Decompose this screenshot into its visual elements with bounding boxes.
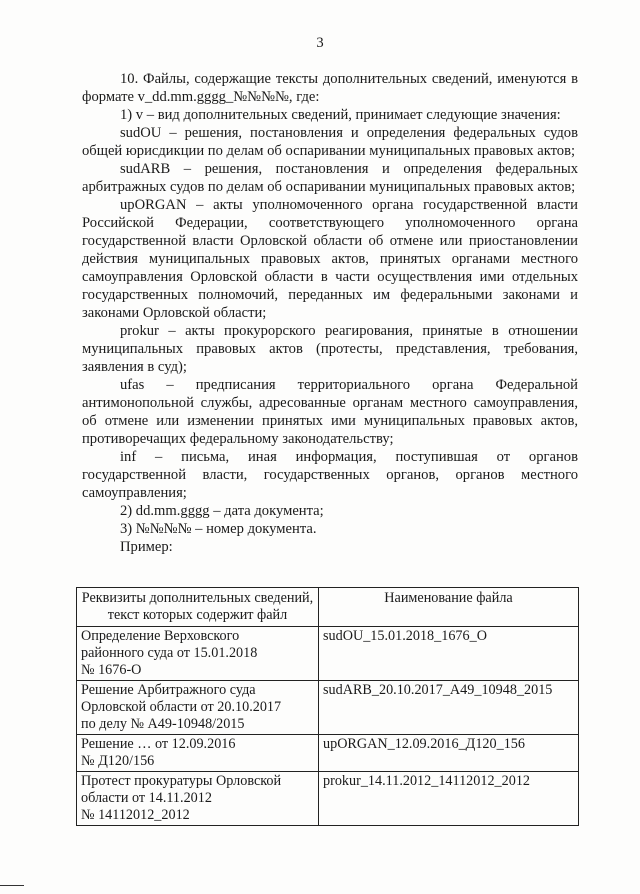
- paragraph-ufas: ufas – предписания территориального органа Федеральной антимонопольной службы, адресованные органам местного самоуправления, об отмене или изменении принятых ими муниципальных правовых актов, противоречащих федеральному законодательству;: [82, 377, 578, 447]
- paragraph-date: 2) dd.mm.gggg – дата документа;: [120, 503, 324, 519]
- table-row: [77, 627, 579, 681]
- paragraph-file-naming: 10. Файлы, содержащие тексты дополнительных сведений, именуются в формате v_dd.mm.gggg_№№№№, где:: [82, 71, 578, 105]
- cell-line: № Д120/156: [81, 753, 155, 769]
- table-header-row: [77, 588, 579, 627]
- table-row: [77, 772, 579, 826]
- cell-details: [77, 681, 319, 735]
- cell-line: № 14112012_2012: [81, 807, 190, 823]
- cell-filename: upORGAN_12.09.2016_Д120_156: [319, 735, 579, 772]
- document-body: [82, 70, 578, 556]
- cell-line: № 1676-О: [81, 662, 142, 678]
- cell-line: области от 14.11.2012: [81, 790, 212, 806]
- cell-details: [77, 772, 319, 826]
- table-row: [77, 681, 579, 735]
- cell-line: Орловской области от 20.10.2017: [81, 699, 282, 715]
- cell-details: [77, 735, 319, 772]
- cell-filename: prokur_14.11.2012_14112012_2012: [319, 772, 579, 826]
- header-details: Реквизиты дополнительных сведений, текст которых содержит файл: [77, 588, 319, 627]
- scan-edge-mark: [0, 885, 24, 886]
- paragraph-inf: inf – письма, иная информация, поступившая от органов государственной власти, государственных органов, органов местного самоуправления;: [82, 449, 578, 501]
- paragraph-uporgan: upORGAN – акты уполномоченного органа государственной власти Российской Федерации, соответствующего уполномоченного органа государственной власти Орловской области об отмене или приостановлении действия муниципальных правовых актов, принятых органами местного самоуправления Орловской области в части осуществления ими отдельных государственных полномочий, переданных им федеральными законами и законами Орловской области;: [82, 197, 578, 321]
- paragraph-prokur: prokur – акты прокурорского реагирования, принятые в отношении муниципальных правовых актов (протесты, представления, требования, заявления в суд);: [82, 323, 578, 375]
- cell-line: Решение Арбитражного суда: [81, 682, 256, 698]
- cell-line: по делу № А49-10948/2015: [81, 716, 245, 732]
- cell-line: Решение … от 12.09.2016: [81, 736, 236, 752]
- header-filename: Наименование файла: [319, 588, 579, 627]
- paragraph-number: 3) №№№№ – номер документа.: [120, 521, 317, 537]
- example-table-container: [76, 587, 578, 826]
- paragraph-example: Пример:: [120, 539, 173, 555]
- page-number: 3: [316, 35, 324, 51]
- cell-line: Определение Верховского: [81, 628, 240, 644]
- cell-details: [77, 627, 319, 681]
- cell-filename: sudOU_15.01.2018_1676_O: [319, 627, 579, 681]
- table-row: [77, 735, 579, 772]
- paragraph-type-values: 1) v – вид дополнительных сведений, принимает следующие значения:: [120, 107, 561, 123]
- paragraph-sudou: sudOU – решения, постановления и определения федеральных судов общей юрисдикции по делам об оспаривании муниципальных правовых актов;: [82, 125, 578, 159]
- cell-line: Протест прокуратуры Орловской: [81, 773, 282, 789]
- example-table: [76, 587, 579, 826]
- cell-filename: sudARB_20.10.2017_A49_10948_2015: [319, 681, 579, 735]
- paragraph-sudarb: sudARB – решения, постановления и определения федеральных арбитражных судов по делам об оспаривании муниципальных правовых актов;: [82, 161, 578, 195]
- cell-line: районного суда от 15.01.2018: [81, 645, 258, 661]
